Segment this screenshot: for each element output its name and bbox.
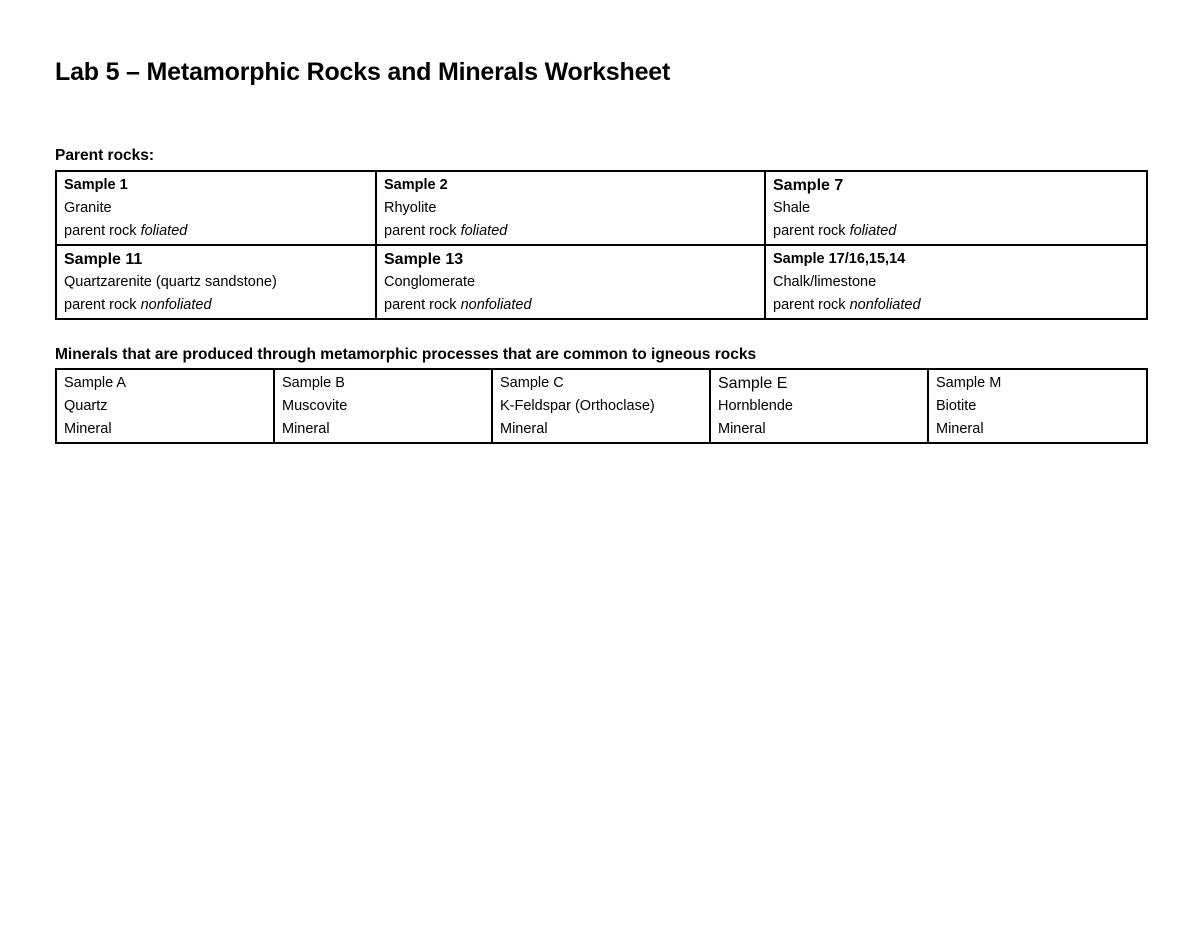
parent-rocks-table [55, 170, 1148, 320]
parent-rock-cell [376, 171, 765, 245]
texture-prefix: parent rock [384, 223, 461, 239]
mineral-cell [492, 369, 710, 443]
rock-name: Granite [64, 200, 112, 216]
mineral-cell [274, 369, 492, 443]
parent-rocks-heading: Parent rocks: [55, 147, 155, 164]
table-row [56, 171, 1147, 245]
mineral-name: Hornblende [718, 398, 793, 414]
parent-rock-cell [56, 245, 376, 319]
table-row [56, 245, 1147, 319]
parent-rock-texture [773, 220, 1139, 243]
minerals-heading: Minerals that are produced through metamorphic processes that are common to igneous rocks [55, 346, 757, 363]
rock-name: Chalk/limestone [773, 274, 877, 290]
mineral-type: Mineral [282, 421, 330, 437]
texture-value: nonfoliated [849, 297, 921, 313]
parent-rock-texture [64, 220, 368, 243]
sample-name: Sample E [718, 375, 788, 392]
sample-name: Sample 13 [384, 251, 464, 268]
texture-prefix: parent rock [64, 297, 141, 313]
parent-rock-texture [773, 294, 1139, 317]
sample-name: Sample A [64, 375, 127, 391]
texture-prefix: parent rock [384, 297, 461, 313]
sample-name: Sample 17/16,15,14 [773, 251, 906, 267]
texture-prefix: parent rock [64, 223, 141, 239]
mineral-name: Quartz [64, 398, 108, 414]
mineral-cell [710, 369, 928, 443]
sample-name: Sample 7 [773, 177, 844, 194]
table-row [56, 369, 1147, 443]
texture-value: foliated [460, 223, 508, 239]
parent-rock-texture [384, 294, 757, 317]
parent-rock-texture [64, 294, 368, 317]
minerals-table [55, 368, 1148, 444]
texture-prefix: parent rock [773, 297, 850, 313]
sample-name: Sample 2 [384, 177, 448, 193]
mineral-type: Mineral [64, 421, 112, 437]
mineral-type: Mineral [718, 421, 766, 437]
sample-name: Sample 1 [64, 177, 128, 193]
rock-name: Quartzarenite (quartz sandstone) [64, 274, 277, 290]
page-title: Lab 5 – Metamorphic Rocks and Minerals Worksheet [55, 58, 671, 86]
parent-rock-cell [765, 245, 1147, 319]
mineral-cell [56, 369, 274, 443]
mineral-name: K-Feldspar (Orthoclase) [500, 398, 655, 414]
sample-name: Sample M [936, 375, 1002, 391]
parent-rock-cell [765, 171, 1147, 245]
rock-name: Rhyolite [384, 200, 437, 216]
mineral-name: Biotite [936, 398, 977, 414]
sample-name: Sample C [500, 375, 564, 391]
rock-name: Conglomerate [384, 274, 476, 290]
texture-value: foliated [849, 223, 897, 239]
texture-value: nonfoliated [140, 297, 212, 313]
parent-rock-texture [384, 220, 757, 243]
mineral-cell [928, 369, 1147, 443]
rock-name: Shale [773, 200, 811, 216]
sample-name: Sample 11 [64, 251, 143, 268]
texture-value: nonfoliated [460, 297, 532, 313]
sample-name: Sample B [282, 375, 345, 391]
mineral-type: Mineral [936, 421, 984, 437]
parent-rock-cell [376, 245, 765, 319]
parent-rock-cell [56, 171, 376, 245]
texture-value: foliated [140, 223, 188, 239]
texture-prefix: parent rock [773, 223, 850, 239]
mineral-name: Muscovite [282, 398, 348, 414]
mineral-type: Mineral [500, 421, 548, 437]
